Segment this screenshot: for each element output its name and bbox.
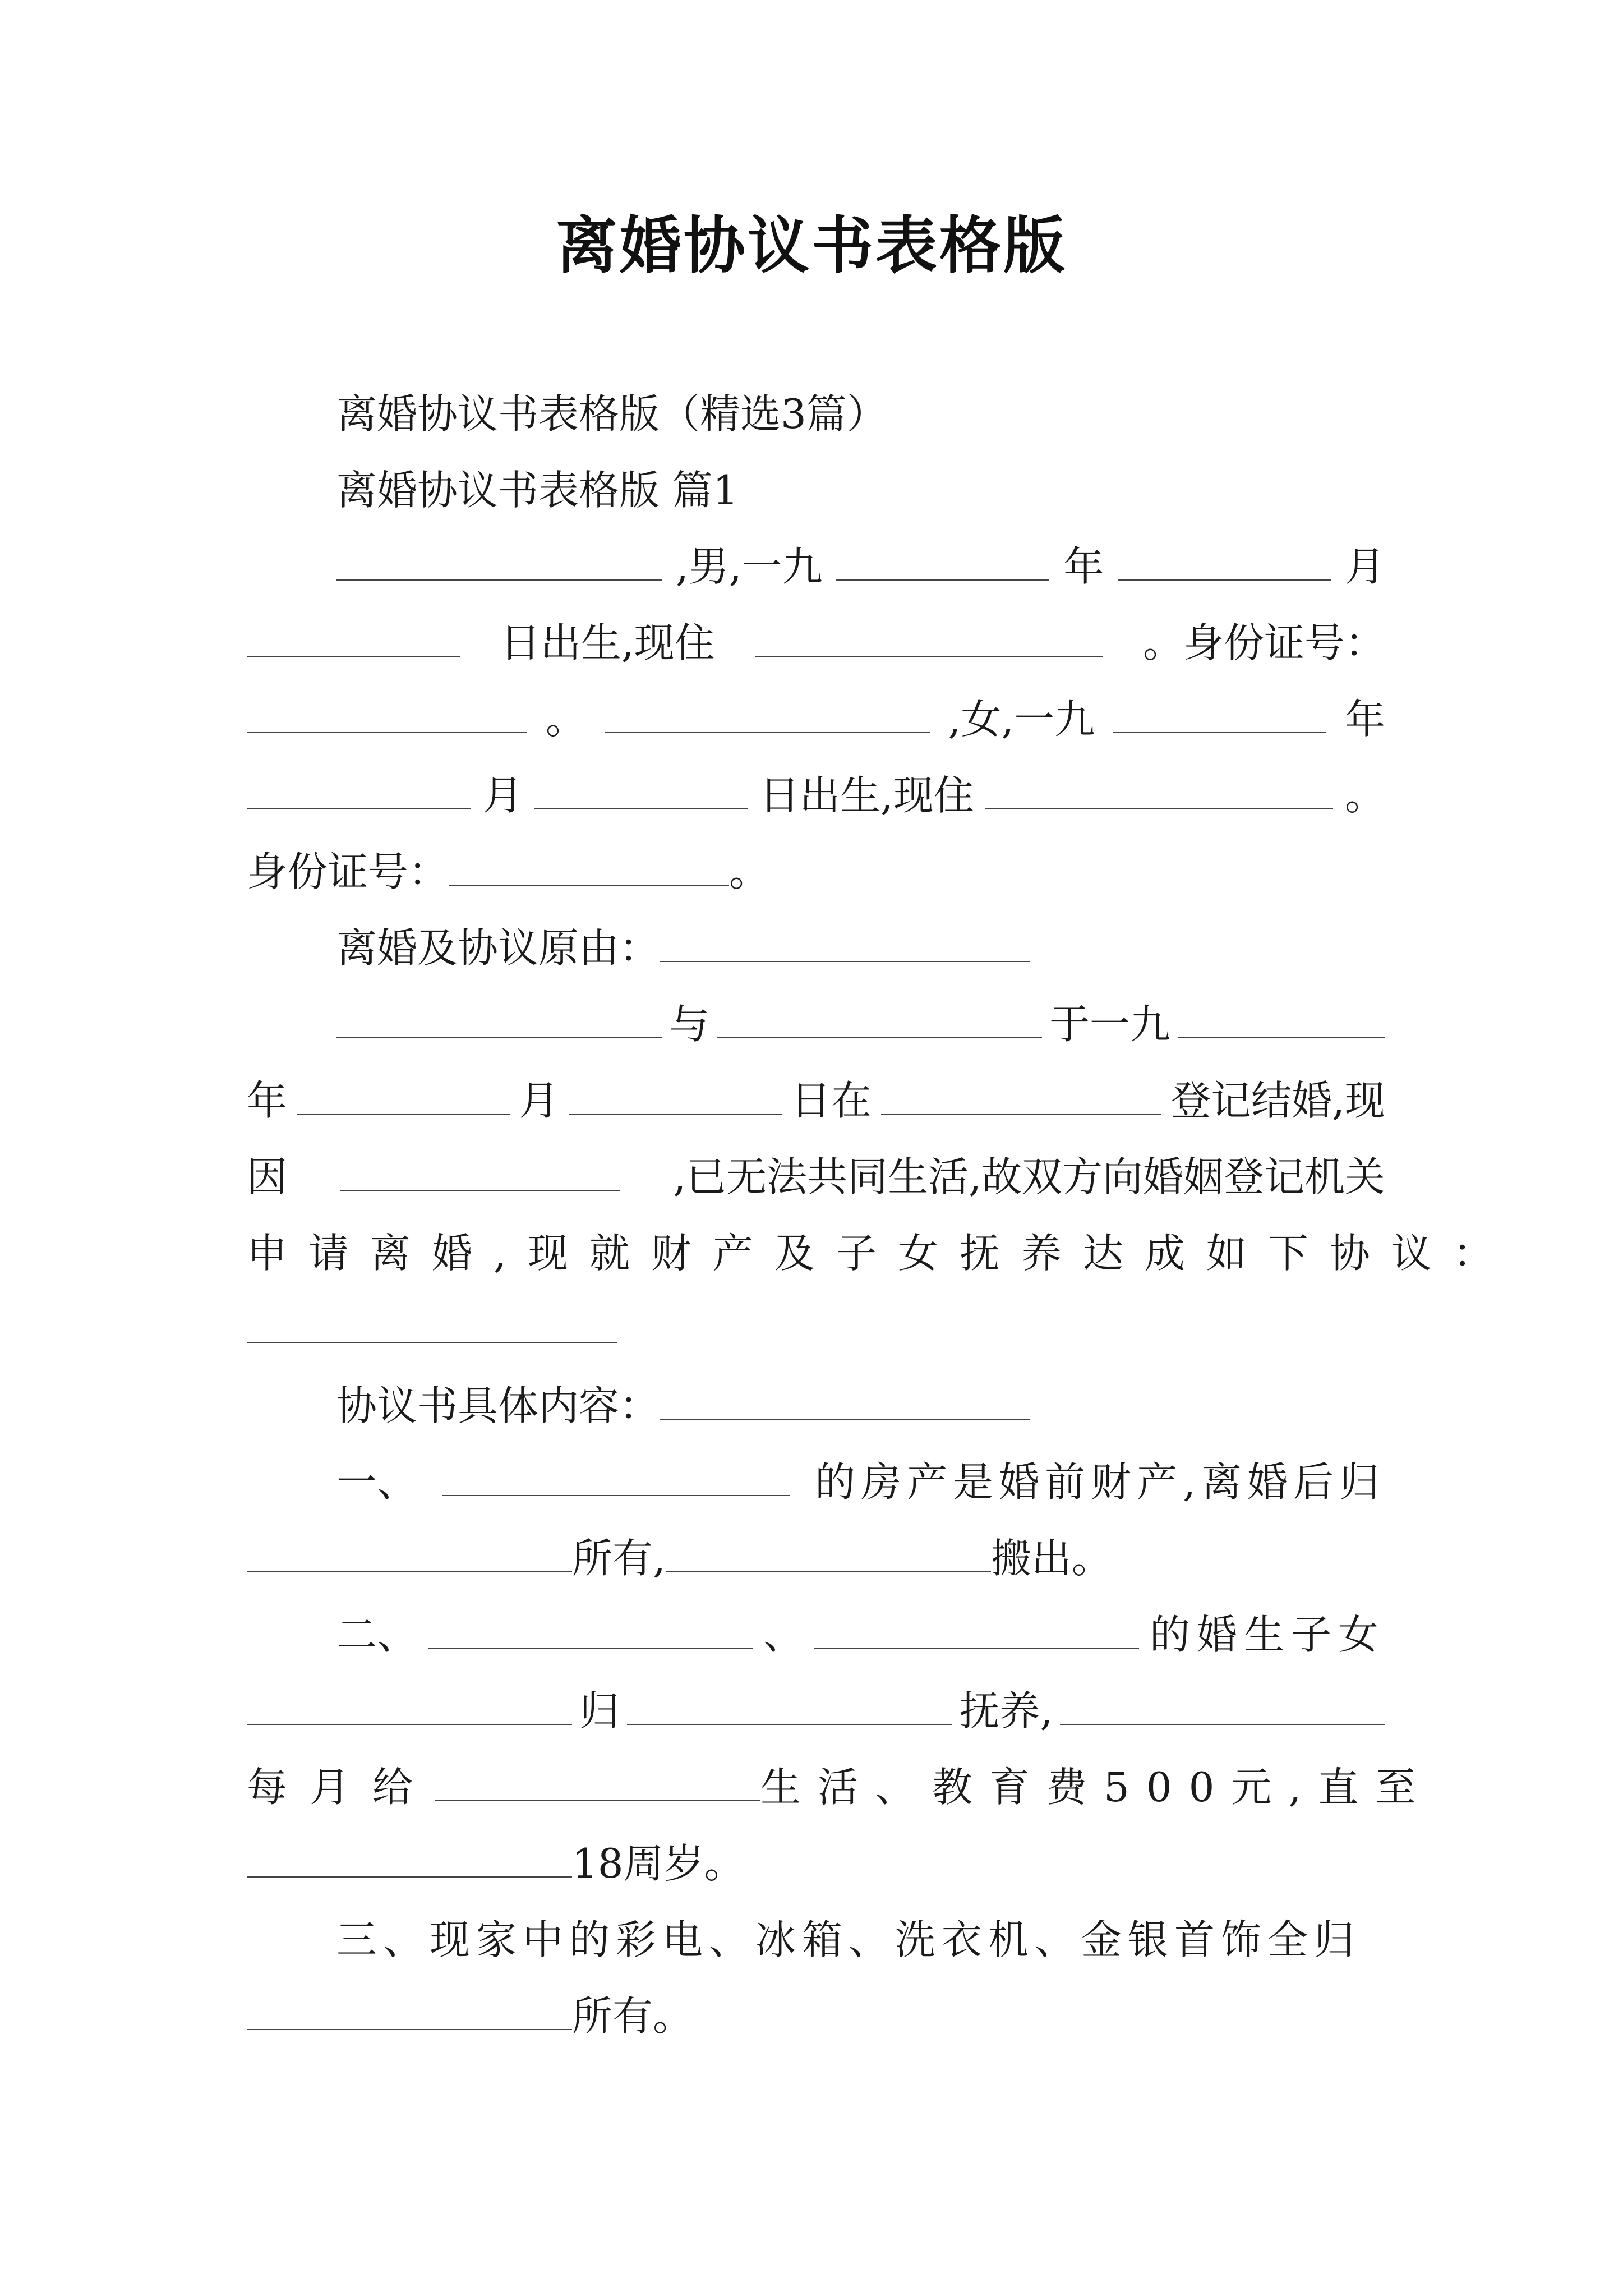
text-reason-label: 离婚及协议原由： — [336, 924, 660, 972]
blank-line[interactable] — [297, 1081, 510, 1115]
item2-line3 — [247, 1749, 1433, 1826]
blank-line[interactable] — [1178, 1005, 1385, 1038]
blank-line[interactable] — [985, 776, 1333, 809]
subtitle: 离婚协议书表格版（精选3篇） — [336, 390, 887, 438]
blank-line[interactable] — [605, 700, 930, 733]
text-content-label: 协议书具体内容： — [336, 1382, 660, 1429]
blank-line[interactable] — [247, 1691, 572, 1725]
text-id-label: 。身份证号： — [1142, 619, 1385, 666]
text-day-at: 日在 — [791, 1077, 872, 1124]
text-comma: 、 — [763, 1611, 804, 1658]
para2-line4: 申请离婚,现就财产及子女抚养达成如下协议： — [247, 1230, 1515, 1277]
item3-line2 — [247, 1978, 1385, 2055]
para1-line1 — [247, 528, 1385, 605]
document-title: 离婚协议书表格版 — [556, 209, 1067, 282]
text-born-address: 日出生,现住 — [500, 619, 715, 666]
text-monthly-pay: 每月给 — [247, 1764, 436, 1811]
blank-line[interactable] — [442, 1462, 790, 1496]
text-move-out: 搬出。 — [990, 1535, 1112, 1582]
text-year: 年 — [247, 1077, 288, 1124]
blank-line[interactable] — [336, 1005, 662, 1038]
text-until-age: 18周岁。 — [572, 1840, 745, 1887]
blank-line[interactable] — [247, 700, 527, 733]
blank-line[interactable] — [1113, 700, 1326, 733]
para1-line5 — [247, 834, 1385, 910]
para2-line3 — [247, 1139, 1385, 1216]
blank-line[interactable] — [428, 1615, 753, 1649]
blank-line[interactable] — [247, 1310, 617, 1343]
text-period: 。 — [545, 696, 586, 743]
blank-line[interactable] — [814, 1615, 1139, 1649]
text-period: 。 — [1344, 772, 1385, 819]
blank-line[interactable] — [627, 1691, 952, 1725]
blank-line[interactable] — [336, 547, 662, 581]
text-period: 。 — [729, 848, 770, 895]
item2-line2 — [247, 1673, 1385, 1750]
text-female-born: ,女,一九 — [948, 696, 1095, 743]
blank-line[interactable] — [660, 928, 1030, 962]
para1-line2 — [247, 605, 1385, 682]
text-month: 月 — [482, 772, 523, 819]
text-belong-to: 归 — [579, 1687, 620, 1734]
text-male-born: ,男,一九 — [675, 543, 823, 590]
blank-line[interactable] — [836, 547, 1049, 581]
blank-line[interactable] — [660, 1386, 1030, 1420]
blank-line[interactable] — [717, 1005, 1042, 1038]
blank-line[interactable] — [435, 1768, 760, 1801]
text-id-label: 身份证号： — [247, 848, 449, 895]
text-item-number: 一、 — [336, 1458, 418, 1506]
blank-line[interactable] — [449, 852, 729, 886]
text-year: 年 — [1063, 543, 1104, 590]
text-house-premarital: 的房产是婚前财产,离婚后归 — [815, 1458, 1385, 1506]
text-because: 因 — [247, 1153, 288, 1200]
reason-line — [247, 910, 1385, 987]
blank-line[interactable] — [881, 1081, 1161, 1115]
blank-line[interactable] — [247, 1844, 572, 1878]
para1-line3 — [247, 681, 1385, 758]
content-line — [247, 1368, 1385, 1444]
para2-line5 — [247, 1291, 1385, 1368]
text-on-year: 于一九 — [1049, 1001, 1170, 1048]
item2-line1 — [247, 1596, 1385, 1673]
text-and: 与 — [668, 1001, 709, 1048]
blank-line[interactable] — [569, 1081, 782, 1115]
section-heading: 离婚协议书表格版 篇1 — [336, 467, 739, 514]
text-year: 年 — [1344, 696, 1385, 743]
blank-line[interactable] — [1060, 1691, 1385, 1725]
text-owned: 所有, — [572, 1535, 666, 1582]
item1-line2 — [247, 1520, 1385, 1597]
item3-line1: 三、现家中的彩电、冰箱、洗衣机、金银首饰全归 — [336, 1916, 1361, 1963]
item1-line1 — [247, 1444, 1385, 1521]
item2-line4 — [247, 1825, 1385, 1902]
text-owned-all: 所有。 — [572, 1993, 694, 2040]
text-living-fee: 生活、教育费500元,直至 — [760, 1764, 1433, 1811]
text-registered: 登记结婚,现 — [1170, 1077, 1385, 1124]
text-born-address: 日出生,现住 — [759, 772, 974, 819]
text-raise: 抚养, — [959, 1687, 1053, 1734]
para2-line1 — [247, 986, 1385, 1063]
para2-line2 — [247, 1062, 1385, 1139]
text-children: 的婚生子女 — [1149, 1611, 1385, 1658]
blank-line[interactable] — [247, 1539, 572, 1572]
para1-line4 — [247, 757, 1385, 834]
text-month: 月 — [519, 1077, 560, 1124]
text-month: 月 — [1344, 543, 1385, 590]
blank-line[interactable] — [755, 623, 1103, 657]
blank-line[interactable] — [666, 1539, 991, 1572]
blank-line[interactable] — [1118, 547, 1331, 581]
blank-line[interactable] — [247, 623, 460, 657]
blank-line[interactable] — [534, 776, 748, 809]
blank-line[interactable] — [247, 776, 471, 809]
text-cannot-live: ,已无法共同生活,故双方向婚姻登记机关 — [673, 1153, 1385, 1200]
blank-line[interactable] — [340, 1157, 620, 1191]
blank-line[interactable] — [247, 1996, 572, 2030]
text-item-number: 二、 — [336, 1611, 418, 1658]
